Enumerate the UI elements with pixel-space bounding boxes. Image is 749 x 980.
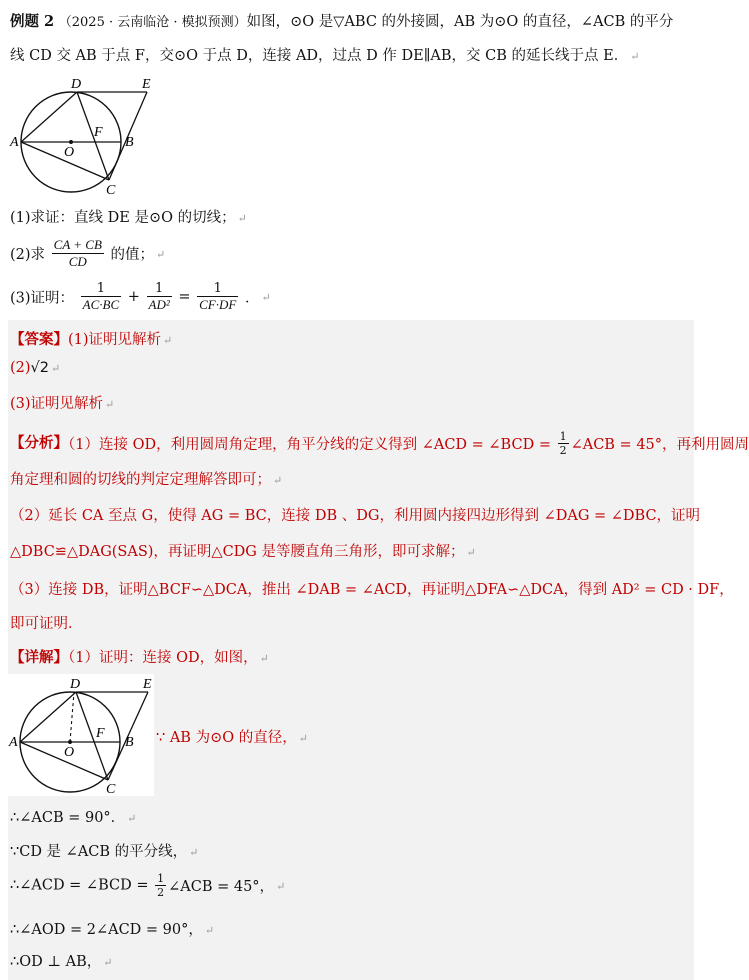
detail-step-5: ∴OD ⊥ AB， ↵ [10,954,113,970]
answer-line-2: (2)√2 ↵ [10,360,61,376]
answer-2-value: √2 [30,360,50,376]
analysis-tag: 【分析】 [10,434,68,452]
equals-sign: = [178,289,191,305]
fraction-denominator: AD² [148,297,170,312]
label-d: D [70,677,81,692]
analysis-1c: 角定理和圆的切线的判定定理解答即可； [10,472,271,488]
analysis-line-5 [10,578,734,599]
detail-step-3: ∴∠ACD = ∠BCD = $\frac{1}{2}$ ∠ACB = 45°， ↵ [10,872,286,899]
detail-diameter-note: ∵ AB 为⊙O 的直径， [156,730,297,746]
analysis-line-2: 角定理和圆的切线的判定定理解答即可； ↵ [10,472,283,488]
detail-heading: （1）证明：连接 OD，如图， [68,650,258,666]
label-f: F [96,726,105,741]
detail-step-1: ∴∠ACB = 90°． ↵ [10,810,137,826]
analysis-line-6 [10,612,83,633]
fraction-numerator: CA + CB [53,237,102,252]
fraction-denominator: CD [68,254,87,269]
label-c: C [106,183,116,198]
plus-sign: + [127,289,140,305]
fraction-numerator: 1 [197,281,238,297]
geometry-figure-2 [8,674,154,796]
problem-text-2: 线 CD 交 AB 于点 F，交⊙O 于点 D，连接 AD，过点 D 作 DE∥AB，交 CB 的延长线于点 E． [10,48,629,64]
answer-1: (1)证明见解析 [68,332,162,348]
fraction-numerator: 1 [559,430,567,443]
question-2: (2)求 $\frac{CA + CB}{CD}$ 的值； ↵ [10,237,166,269]
label-e: E [142,77,151,92]
segment-od [70,692,74,742]
fraction-denominator: CF·DF [199,297,237,312]
analysis-3a: （3）连接 DB，证明△BCF∽△DCA，推出 ∠DAB = ∠ACD，再证明△DFA∽△DCA，得到 AD² = CD · DF， [10,582,734,598]
detail-head: 【详解】（1）证明：连接 OD，如图， ↵ [10,649,269,666]
detail-step-1-text: ∴∠ACB = 90°． [10,810,126,826]
detail-step-4: ∴∠AOD = 2∠ACD = 90°， ↵ [10,922,215,938]
segment-ad [21,92,77,142]
detail-step-2: ∵CD 是 ∠ACB 的平分线， ↵ [10,844,199,860]
problem-line-2: 线 CD 交 AB 于点 F，交⊙O 于点 D，连接 AD，过点 D 作 DE∥AB，交 CB 的延长线于点 E． ↵ [10,48,640,64]
detail-beside-figure: ∵ AB 为⊙O 的直径， ↵ [156,730,308,746]
question-3-suffix: ． [244,290,260,307]
analysis-line-3 [10,504,700,525]
question-3-prefix: (3)证明： [10,290,75,307]
question-1: (1)求证：直线 DE 是⊙O 的切线； ↵ [10,210,247,226]
problem-text-1: 如图，⊙O 是▽ABC 的外接圆，AB 为⊙O 的直径，∠ACB 的平分 [246,14,674,30]
label-d: D [71,77,82,92]
question-2-fraction [52,237,104,270]
question-3-fraction-2 [147,281,172,313]
question-1-text: (1)求证：直线 DE 是⊙O 的切线； [10,210,236,226]
problem-source: （2025 · 云南临沧 · 模拟预测） [58,15,247,30]
answer-line-1: 【答案】(1)证明见解析 ↵ [10,331,173,348]
fraction-numerator: 1 [147,281,172,297]
detail-step-3-fraction [155,872,166,899]
center-point [68,740,72,744]
fraction-denominator: AC·BC [82,297,120,312]
question-2-suffix: 的值； [110,247,155,263]
fraction-numerator: 1 [81,281,121,297]
label-c: C [106,782,116,797]
analysis-1a: （1）连接 OD，利用圆周角定理，角平分线的定义得到 ∠ACD = ∠BCD = [68,437,551,453]
label-b: B [125,735,134,750]
label-f: F [94,125,103,140]
detail-step-3b: ∠ACB = 45°， [168,879,275,895]
analysis-line-1 [10,430,749,457]
answer-2-prefix: (2) [10,360,31,376]
analysis-2a: （2）延长 CA 至点 G，使得 AG = BC，连接 DB 、DG，利用圆内接四边形得到 ∠DAG = ∠DBC，证明 [10,508,701,524]
detail-step-5-text: ∴OD ⊥ AB， [10,954,102,970]
detail-tag: 【详解】 [10,649,68,666]
label-e: E [143,677,152,692]
answer-3: (3)证明见解析 [10,396,104,412]
answer-tag: 【答案】 [10,331,68,348]
segment-ad [20,692,76,742]
analysis-1b: ∠ACB = 45°，再利用圆周 [570,437,749,453]
center-point [69,140,73,144]
analysis-line-4: △DBC≌△DAG(SAS)，再证明△CDG 是等腰直角三角形，即可求解； ↵ [10,544,476,560]
analysis-1-fraction [558,430,569,457]
example-label: 例题 2 [10,13,55,30]
problem-line-1 [10,10,673,31]
label-o: O [64,745,75,760]
detail-step-4-text: ∴∠AOD = 2∠ACD = 90°， [10,922,203,938]
label-o: O [64,145,75,160]
detail-step-2-text: ∵CD 是 ∠ACB 的平分线， [10,844,188,860]
question-3-fraction-1 [81,281,121,313]
question-3: (3)证明： $\frac{1}{AC\cdot BC}$ + $\frac{1}{\text{AD²}}$ = $\frac{1}{CF\cdot DF}$ ． ↵ [10,281,271,312]
question-2-prefix: (2)求 [10,247,46,263]
label-b: B [125,135,134,150]
label-a: A [9,735,18,750]
analysis-2b: △DBC≌△DAG(SAS)，再证明△CDG 是等腰直角三角形，即可求解； [10,544,465,560]
detail-step-3a: ∴∠ACD = ∠BCD = [10,877,149,894]
geometry-figure-1 [8,74,168,198]
answer-line-3: (3)证明见解析 ↵ [10,396,115,412]
label-a: A [10,135,19,150]
analysis-3b: 即可证明． [10,616,83,632]
fraction-denominator: 2 [559,444,567,457]
question-3-fraction-3 [197,281,238,313]
fraction-denominator: 2 [157,886,165,899]
fraction-numerator: 1 [157,872,165,885]
